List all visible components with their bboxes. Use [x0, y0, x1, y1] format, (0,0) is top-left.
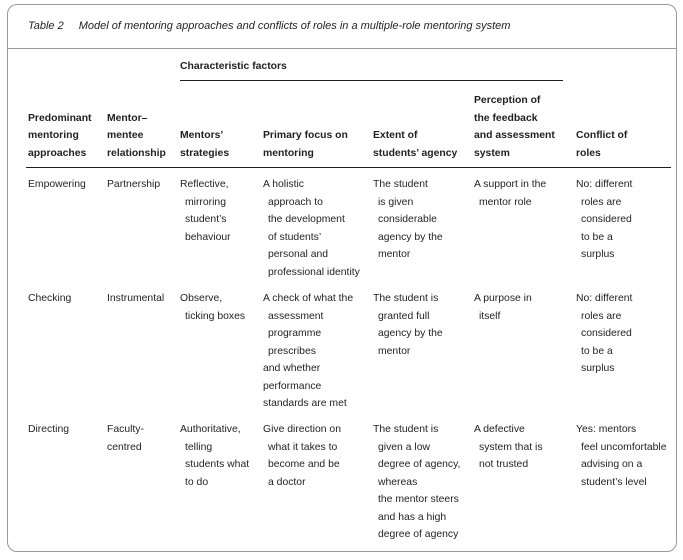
cell-line: student’s level — [581, 476, 647, 488]
cell-line: the development — [268, 214, 345, 225]
header-line: approaches — [28, 147, 87, 159]
header-line: Conflict of — [576, 130, 628, 141]
cell-line: what it takes to — [268, 441, 338, 453]
header-perception — [474, 92, 555, 162]
cell-line: itself — [479, 310, 501, 322]
cell-line: Faculty- — [107, 424, 144, 435]
header-line: students’ agency — [373, 147, 458, 159]
cell-line: not trusted — [479, 459, 529, 470]
cell-line: feel uncomfortable — [581, 441, 667, 453]
cell-approach — [28, 421, 69, 439]
cell-agency — [373, 421, 460, 544]
cell-line: Checking — [28, 293, 72, 304]
cell-approach — [28, 290, 71, 308]
cell-focus — [263, 421, 341, 491]
cell-line: No: different — [576, 179, 633, 190]
cell-line: considered — [581, 214, 632, 225]
header-line: Primary focus on — [263, 130, 348, 141]
cell-line: granted full — [378, 310, 430, 322]
cell-line: Authoritative, — [180, 424, 241, 435]
header-line: Mentors’ — [180, 130, 224, 141]
cell-line: The student — [373, 179, 428, 190]
cell-line: whereas — [378, 476, 418, 488]
header-strategies — [180, 127, 229, 162]
cell-line: become and be — [268, 459, 340, 470]
header-approach — [28, 110, 92, 163]
cell-line: behaviour — [185, 231, 231, 243]
header-line: Mentor– — [107, 112, 148, 124]
cell-perception — [474, 421, 543, 474]
header-line: mentoring — [28, 130, 79, 141]
cell-strategies — [180, 176, 231, 246]
cell-line: telling — [185, 441, 213, 453]
cell-line: considerable — [378, 214, 437, 225]
cell-line: approach to — [268, 196, 323, 208]
cell-conflict — [576, 290, 632, 378]
cell-relationship — [107, 421, 144, 456]
cell-line: a doctor — [268, 476, 306, 488]
cell-conflict — [576, 421, 666, 491]
cell-line: Give direction on — [263, 424, 341, 435]
cell-line: is given — [378, 196, 414, 208]
cell-line: students what — [185, 459, 250, 470]
cell-line: performance — [263, 380, 322, 392]
cell-line: A holistic — [263, 179, 305, 190]
cell-line: A support in the — [474, 179, 547, 190]
cell-line: degree of agency — [378, 529, 459, 540]
cell-strategies — [180, 421, 249, 491]
cell-line: surplus — [581, 249, 615, 260]
cell-approach — [28, 176, 86, 194]
cell-line: Partnership — [107, 179, 161, 190]
cell-line: roles are — [581, 196, 622, 208]
cell-line: considered — [581, 328, 632, 339]
cell-line: to be a — [581, 345, 613, 357]
header-line: mentee — [107, 130, 144, 141]
cell-agency — [373, 290, 443, 360]
cell-line: A defective — [474, 424, 525, 435]
header-line: system — [474, 147, 510, 159]
cell-line: Directing — [28, 424, 69, 435]
cell-focus — [263, 176, 360, 281]
cell-conflict — [576, 176, 632, 264]
cell-line: mentor role — [479, 196, 532, 208]
cell-line: professional identity — [268, 266, 360, 278]
cell-line: advising on a — [581, 459, 643, 470]
cell-line: student’s — [185, 214, 227, 225]
cell-focus — [263, 290, 353, 413]
header-line: mentoring — [263, 147, 314, 159]
header-line: relationship — [107, 147, 166, 159]
header-line: roles — [576, 147, 601, 159]
header-line: and assessment — [474, 130, 555, 141]
header-rule — [26, 167, 671, 168]
cell-line: A purpose in — [474, 293, 532, 304]
cell-line: system that is — [479, 441, 543, 453]
header-conflict — [576, 127, 627, 162]
cell-line: The student is — [373, 293, 439, 304]
cell-line: programme — [268, 328, 322, 339]
cell-line: of students’ — [268, 231, 322, 243]
header-focus — [263, 127, 348, 162]
cell-line: the mentor steers — [378, 494, 459, 505]
cell-line: standards are met — [263, 398, 347, 409]
cell-line: ticking boxes — [185, 310, 246, 322]
cell-line: to be a — [581, 231, 613, 243]
group-header-rule — [180, 80, 563, 81]
caption-divider — [8, 48, 676, 49]
cell-line: roles are — [581, 310, 622, 322]
cell-line: Empowering — [28, 179, 86, 190]
cell-line: mirroring — [185, 196, 226, 208]
group-header-characteristic-factors: Characteristic factors — [180, 61, 287, 72]
cell-line: Reflective, — [180, 179, 229, 190]
cell-line: Instrumental — [107, 293, 165, 304]
cell-line: assessment — [268, 310, 324, 322]
cell-line: A check of what the — [263, 293, 354, 304]
cell-line: agency by the — [378, 328, 443, 339]
table-caption — [28, 20, 510, 32]
cell-perception — [474, 176, 546, 211]
cell-line: personal and — [268, 249, 329, 260]
cell-line: degree of agency, — [378, 459, 461, 470]
header-line: Predominant — [28, 112, 92, 124]
cell-relationship — [107, 290, 164, 308]
header-line: Perception of — [474, 95, 541, 106]
cell-line: prescribes — [268, 345, 316, 357]
header-line: Extent of — [373, 130, 418, 141]
cell-line: agency by the — [378, 231, 443, 243]
table-title: Model of mentoring approaches and conflicts of roles in a multiple-role mentoring system — [78, 20, 511, 32]
cell-line: and whether — [263, 363, 321, 374]
header-line: strategies — [180, 147, 230, 159]
cell-agency — [373, 176, 443, 264]
cell-line: and has a high — [378, 511, 447, 523]
header-line: the feedback — [474, 112, 538, 124]
cell-line: mentor — [378, 345, 411, 357]
cell-line: to do — [185, 476, 209, 488]
header-relationship — [107, 110, 166, 163]
cell-line: given a low — [378, 441, 430, 453]
cell-line: Yes: mentors — [576, 424, 637, 435]
cell-line: centred — [107, 441, 142, 453]
cell-line: Observe, — [180, 293, 223, 304]
cell-line: surplus — [581, 363, 615, 374]
header-agency — [373, 127, 457, 162]
cell-line: mentor — [378, 249, 411, 260]
table-number: Table 2 — [28, 20, 64, 32]
cell-line: The student is — [373, 424, 439, 435]
cell-perception — [474, 290, 532, 325]
cell-line: No: different — [576, 293, 633, 304]
cell-relationship — [107, 176, 160, 194]
cell-strategies — [180, 290, 245, 325]
